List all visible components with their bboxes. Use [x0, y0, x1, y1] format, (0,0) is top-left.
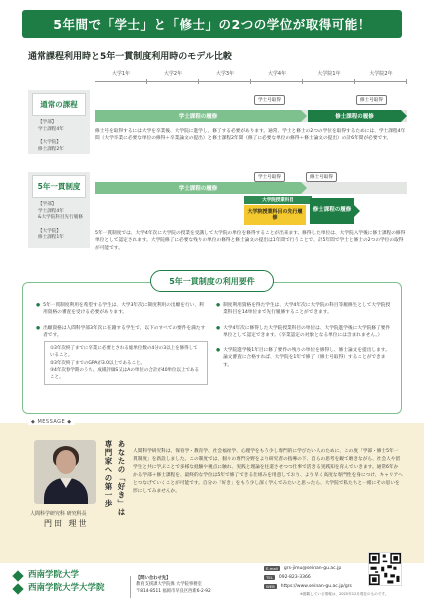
normal-course-description: 修士号を取得するには大学を卒業後、大学院に進学し、修了する必要があります。通常、学士と修士の2つの学位を取得するためには、学士課程4年間（大学卒業に必要な単位の修得＋卒業論文の提出）と修士課程2年間（修了に必要な単位の修得＋修士論文の提出）の計6年間が必要です。: [95, 129, 406, 142]
message-heading-line-2: 専門家への第一歩: [104, 440, 113, 508]
message-body: 人間科学研究科は、保育学・教育学、社会福祉学、心理学をもう少し専門的に学びたい人のために、この度「学部・修士5年一貫制度」を新設しました。この制度では、個々の専門分野をより研究者の指導の下、自らの思考を観て磨きながら、社会人や留学生と共に学ぶことで多様な経験や視点に触れ、実践と理論を往還させつつ仕事で活きる実践知を育んでいきます。通常6年かかる学部＋修士課程を、最終的な学位は5年で修了できる仕組みを用意しており、より早く高度な専門性を身につけ、キャリアへとつなげていくことが可能です。自分の「好き」をもう少し深く学んでみたいと思ったら、大学院で私たちと一緒にその思いを形にしてみませんか。: [133, 449, 403, 494]
year-axis: [95, 68, 407, 82]
year-label: 大学院2年: [355, 68, 407, 82]
graduate-advance-strip: 大学院授業科目: [244, 196, 312, 204]
integrated-course-description: 5年一貫制度では、大学4年次に大学院の授業を受講して大学院の単位を修得することが出来ます。修得した単位は、大学院入学後に修士課程の修得単位として認定されます。大学院修了に必要な残りの単位の修得と修士論文の提出は1年間で行うことで、計5年間で学士と修士の2つの学位の取得が可能です。: [95, 231, 406, 251]
web-line: WEB https://www.seinan-gu.ac.jp/grs: [266, 584, 352, 589]
bachelor-arrow: [301, 182, 307, 194]
requirement-item: ● 5年一貫制度利用を希望する学生は、大学3年次に制度利用の出願を行い、利用資格の審査を受ける必要があります。: [36, 303, 204, 316]
bachelor-arrow: [301, 110, 307, 122]
master-degree-tag: 修士号取得: [306, 172, 337, 182]
year-label: 大学4年: [251, 68, 303, 82]
tel-number[interactable]: 092-823-3366: [278, 575, 311, 580]
bachelor-course-bar: 学士課程の履修: [95, 110, 301, 122]
qr-code-icon[interactable]: [368, 552, 402, 586]
bachelor-degree-tag: 学士号取得: [254, 172, 285, 182]
integrated-course-label: [28, 172, 90, 248]
tel-line: TEL 092-823-3366: [266, 575, 311, 580]
requirement-item: ● 出願資格は人間科学部3年次に在籍する学生で、以下のすべての要件を満たす者です。: [36, 325, 206, 338]
requirements-right: [216, 302, 392, 377]
year-label: 大学2年: [147, 68, 199, 82]
professor-name: 門田 理世: [44, 519, 89, 528]
integrated-course-heading: 5年一貫制度: [32, 175, 86, 198]
university-logo-text: 西南学院大学: [28, 570, 80, 580]
section-title: 通常課程利用時と5年一貫制度利用時のモデル比較: [28, 52, 232, 62]
contact-info: 【問い合わせ先】 教育支援課大学院係 大学院事務室 〒814-8511 福岡市早良区西新6-2-92: [130, 576, 230, 598]
requirements-title: 5年一貫制度の利用要件: [150, 270, 274, 292]
master-arrow: [401, 110, 407, 122]
requirements-left: [36, 302, 208, 385]
year-label: 大学院1年: [303, 68, 355, 82]
fine-print: ※掲載している情報は、2025年12月現在のものです。: [300, 592, 389, 596]
master-course-bar: 修士課程の履修: [310, 198, 354, 224]
message-label: ◆ MESSAGE ◆: [28, 419, 75, 425]
requirement-item: ● 大学院進学後1年目に修了要件の残りの単位を修得し、修士論文を提出します。論文審査に合格すれば、大学院を1年で修了（修士号取得）することができます。: [216, 348, 390, 368]
graduate-school-logo-text: 西南学院大学大学院: [28, 583, 105, 593]
message-heading-line-1: あなたの「好き」は: [117, 440, 126, 517]
university-logo-icon: [12, 570, 23, 581]
normal-course-heading: 通常の課程: [32, 93, 86, 116]
eligibility-conditions: ①3年次終了までに卒業に必要とされる総単位数の4分の3以上を修得していること。 ②3年次終了までのGPAが3.0以上であること。 ③4年次春学期のうち、成績評価S又はAの単位の合計が40単位以上であること。: [44, 341, 208, 385]
professor-title: 人間科学研究科 研究科長: [30, 511, 87, 517]
integrated-course-notes: 【学部】 学士課程4年 &大学院科目先行履修 【大学院】 修士課程1年: [38, 202, 83, 241]
web-link[interactable]: https://www.seinan-gu.ac.jp/grs: [280, 584, 352, 589]
professor-photo: [34, 440, 96, 504]
bachelor-degree-tag: 学士号取得: [254, 95, 285, 105]
normal-course-label: [28, 90, 90, 154]
master-course-bar: 修士課程の履修: [308, 110, 401, 122]
graduate-advance-bar: 大学院授業科目の先行履修: [244, 205, 306, 225]
requirement-item: ● 制度利用資格を得た学生は、大学4年次に大学院の科目等履修生として大学院授業科目を14単位まで先行履修することができます。: [216, 303, 391, 316]
graduate-school-logo-icon: [12, 583, 23, 594]
email-line: E-mail grs-jimu@seinan-gu.ac.jp: [266, 566, 342, 571]
requirement-item: ● 大学4年次に修得した大学院授業科目の単位は、大学院進学後に大学院修了要件単位として認定できます。（卒業認定の対象となる単位には含まれません。）: [216, 325, 391, 338]
bachelor-course-bar: 学士課程の履修: [95, 182, 301, 194]
year-label: 大学1年: [95, 68, 147, 82]
normal-course-notes: 【学部】 学士課程4年 【大学院】 修士課程2年: [38, 120, 64, 152]
master-arrow: [354, 205, 360, 217]
year-label: 大学3年: [199, 68, 251, 82]
email-link[interactable]: grs-jimu@seinan-gu.ac.jp: [283, 566, 342, 571]
headline-banner: 5年間で「学士」と「修士」の2つの学位が取得可能！: [22, 10, 402, 38]
master-degree-tag: 修士号取得: [356, 95, 387, 105]
